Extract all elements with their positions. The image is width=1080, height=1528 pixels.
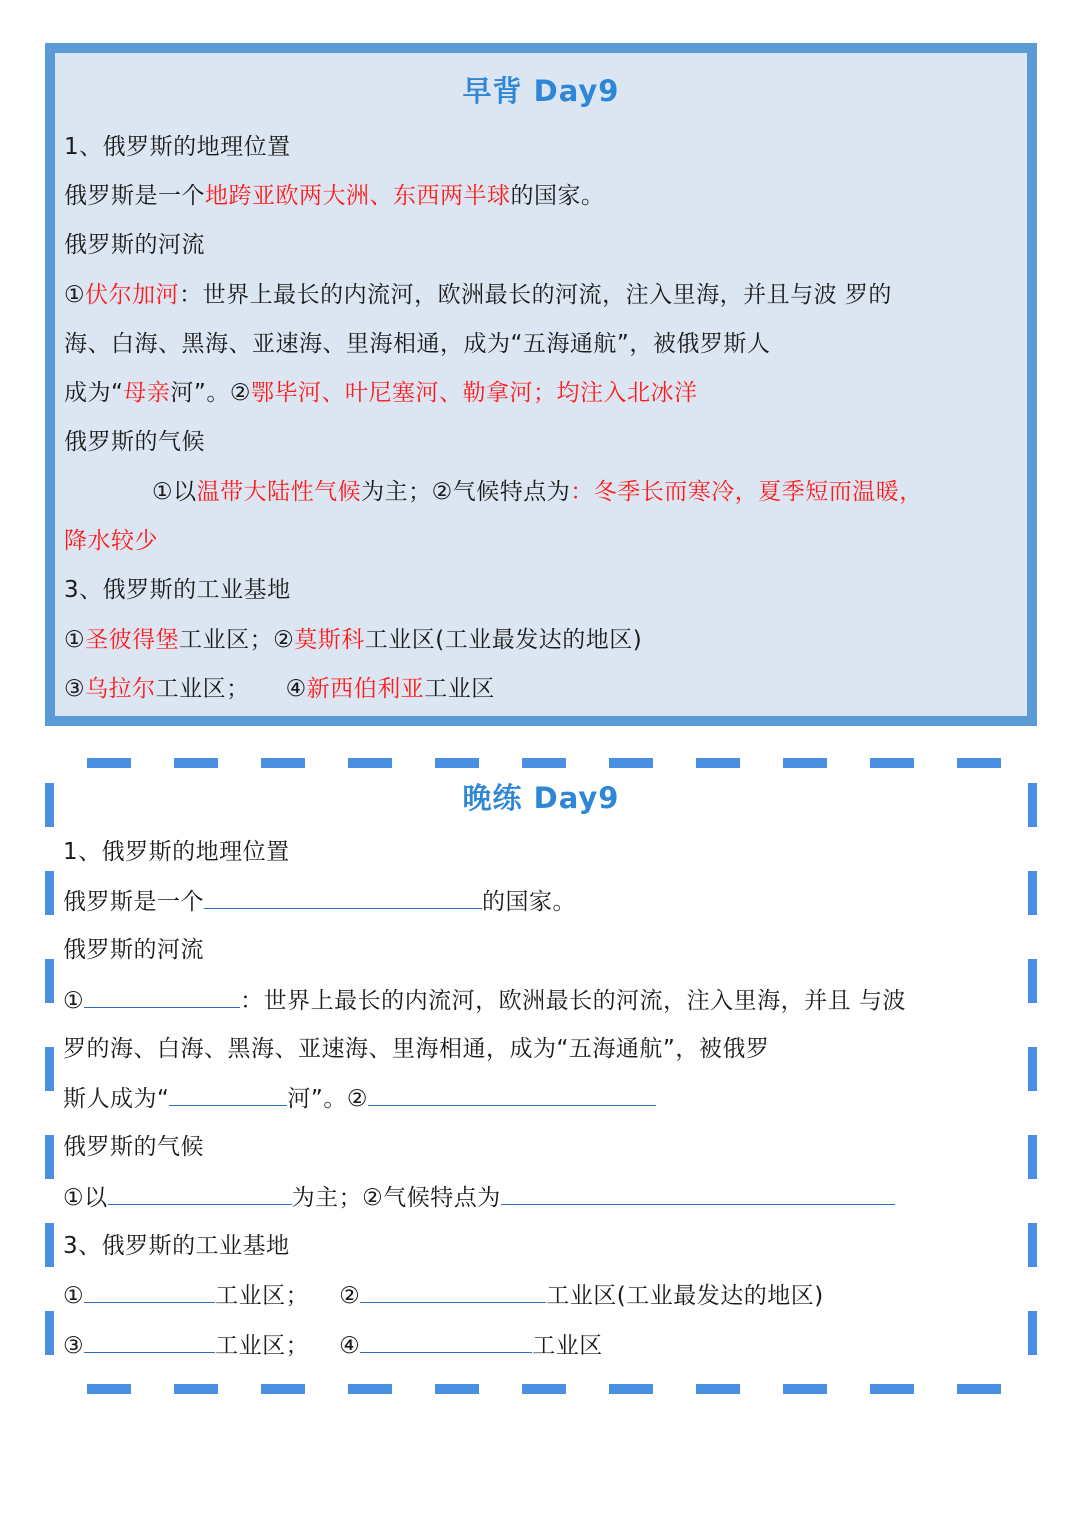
evening-heading-location: 1、俄罗斯的地理位置 [63,839,290,865]
border-dash [870,1384,914,1394]
evening-location-line: 俄罗斯是一个 的国家。 [63,886,576,917]
evening-heading-industry: 3、俄罗斯的工业基地 [63,1233,290,1259]
border-dash [1028,1047,1037,1091]
border-dash [45,1135,54,1179]
blank-climate-features[interactable] [501,1182,895,1205]
evening-card [45,758,1037,1394]
border-dash [348,758,392,768]
morning-title: 早背 Day9 [462,74,620,108]
border-dash [1028,1311,1037,1355]
morning-river-line-2: 海、白海、黑海、亚速海、里海相通，成为“五海通航”，被俄罗斯人 [64,331,771,357]
border-dash [609,758,653,768]
border-dash [522,758,566,768]
morning-river-line-3: 成为“母亲河”。②鄂毕河、叶尼塞河、勒拿河；均注入北冰洋 [64,380,698,406]
border-dash [870,758,914,768]
border-dash [45,871,54,915]
border-dash [45,1047,54,1091]
border-dash [435,1384,479,1394]
morning-river-line-1: ①伏尔加河：世界上最长的内流河，欧洲最长的河流，注入里海，并且与波 罗的 [64,282,892,308]
evening-industry-line-1: ① 工业区； ② 工业区(工业最发达的地区) [63,1280,824,1311]
blank-other-rivers[interactable] [368,1083,656,1106]
border-dash [45,1311,54,1355]
blank-industry-1[interactable] [84,1280,215,1303]
evening-climate-line: ①以 为主；②气候特点为 [63,1182,895,1213]
border-dash [261,1384,305,1394]
morning-heading-climate: 俄罗斯的气候 [64,429,205,455]
border-dash [696,758,740,768]
evening-river-line-1: ① ：世界上最长的内流河，欧洲最长的河流，注入里海，并且 与波 [63,985,906,1016]
border-dash [1028,1135,1037,1179]
morning-industry-line-2: ③乌拉尔工业区； ④新西伯利亚工业区 [64,676,495,702]
morning-card-body [55,53,1027,716]
border-dash [261,758,305,768]
border-dash [1028,871,1037,915]
border-dash [783,1384,827,1394]
evening-industry-line-2: ③ 工业区； ④ 工业区 [63,1330,603,1361]
border-dash [1028,1223,1037,1267]
border-dash [783,758,827,768]
morning-industry-line-1: ①圣彼得堡工业区；②莫斯科工业区(工业最发达的地区) [64,627,643,653]
evening-title: 晚练 Day9 [462,781,620,815]
morning-location-line: 俄罗斯是一个地跨亚欧两大洲、东西两半球的国家。 [64,183,605,209]
blank-location[interactable] [204,886,482,909]
blank-mother-river[interactable] [169,1083,287,1106]
blank-industry-3[interactable] [84,1330,215,1353]
evening-river-line-3: 斯人成为“ 河”。② [63,1083,656,1114]
border-dash [45,959,54,1003]
blank-industry-4[interactable] [360,1330,532,1353]
border-dash [435,758,479,768]
blank-industry-2[interactable] [360,1280,546,1303]
border-dash [522,1384,566,1394]
morning-heading-rivers: 俄罗斯的河流 [64,232,205,258]
border-dash [45,1223,54,1267]
border-dash [696,1384,740,1394]
blank-climate-type[interactable] [108,1182,292,1205]
border-dash [174,1384,218,1394]
morning-card [45,43,1037,726]
border-dash [174,758,218,768]
border-dash [957,758,1001,768]
border-dash [1028,959,1037,1003]
evening-heading-rivers: 俄罗斯的河流 [63,937,204,963]
blank-river-name[interactable] [84,985,240,1008]
morning-heading-industry: 3、俄罗斯的工业基地 [64,577,291,603]
morning-climate-line-2: 降水较少 [64,528,158,554]
morning-heading-location: 1、俄罗斯的地理位置 [64,134,291,160]
border-dash [609,1384,653,1394]
evening-heading-climate: 俄罗斯的气候 [63,1134,204,1160]
morning-climate-line-1: ①以温带大陆性气候为主；②气候特点为：冬季长而寒冷，夏季短而温暖， [152,479,923,505]
evening-river-line-2: 罗的海、白海、黑海、亚速海、里海相通，成为“五海通航”，被俄罗 [63,1036,770,1062]
border-dash [348,1384,392,1394]
border-dash [87,758,131,768]
border-dash [957,1384,1001,1394]
border-dash [87,1384,131,1394]
